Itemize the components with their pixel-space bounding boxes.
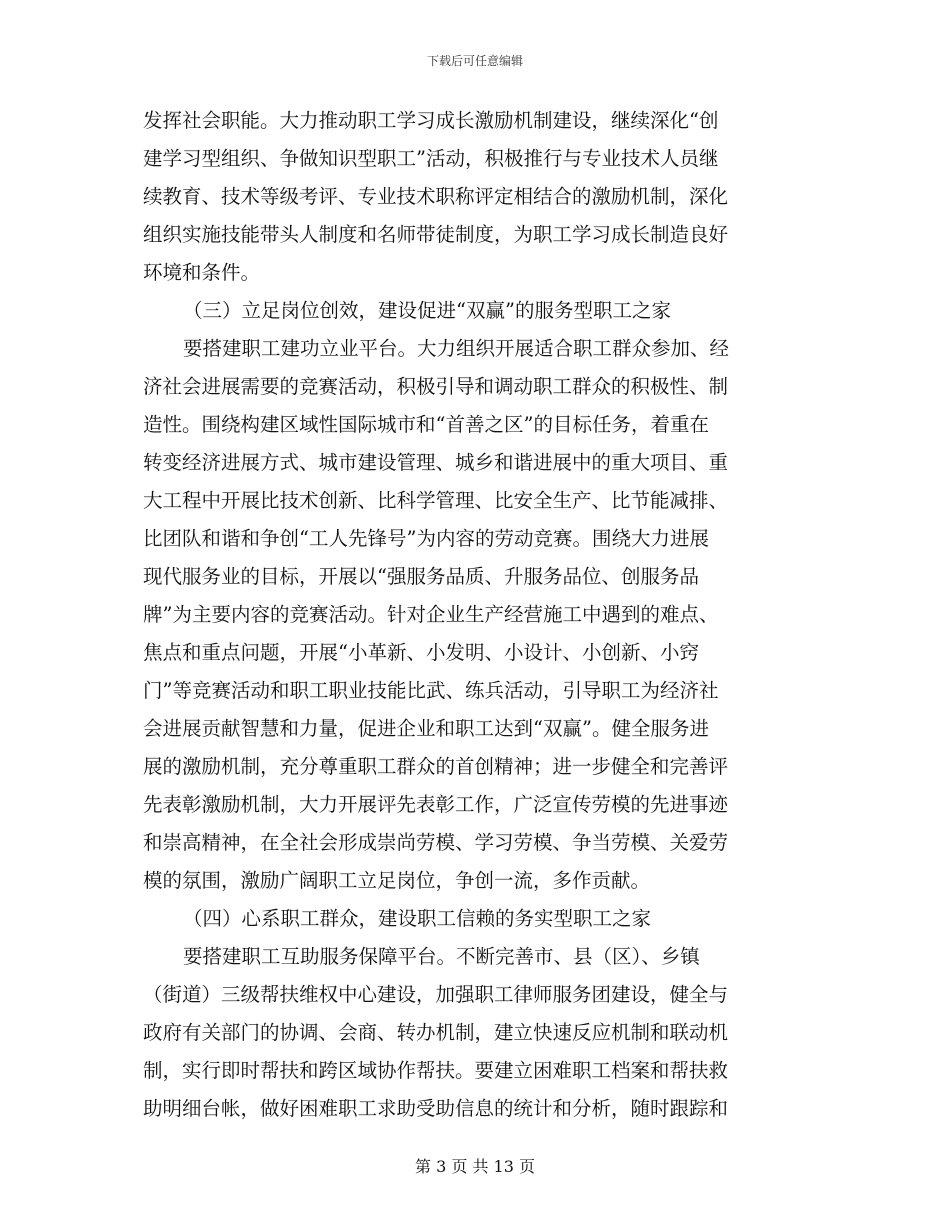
text-line: 展的激励机制，充分尊重职工群众的首创精神；进一步健全和完善评: [143, 755, 729, 778]
text-line: 牌”为主要内容的竞赛活动。针对企业生产经营施工中遇到的难点、: [143, 603, 719, 626]
text-line: 大工程中开展比技术创新、比科学管理、比安全生产、比节能减排、: [143, 489, 729, 512]
text-line: 比团队和谐和争创“工人先锋号”为内容的劳动竞赛。围绕大力进展: [143, 527, 709, 550]
text-line: 造性。围绕构建区域性国际城市和“首善之区”的目标任务，着重在: [143, 413, 709, 436]
section-heading-3: （三）立足岗位创效，建设促进“双赢”的服务型职工之家: [183, 299, 671, 322]
text-line: 会进展贡献智慧和力量，促进企业和职工达到“双赢”。健全服务进: [143, 717, 709, 740]
text-line: 焦点和重点问题，开展“小革新、小发明、小设计、小创新、小窍: [143, 641, 699, 664]
text-line: 政府有关部门的协调、会商、转办机制，建立快速反应机制和联动机: [143, 1021, 729, 1044]
text-line: 发挥社会职能。大力推动职工学习成长激励机制建设，继续深化“创: [143, 109, 719, 132]
text-line: 门”等竞赛活动和职工职业技能比武、练兵活动，引导职工为经济社: [143, 679, 719, 702]
text-line: 组织实施技能带头人制度和名师带徒制度，为职工学习成长制造良好: [143, 223, 729, 246]
section-heading-4: （四）心系职工群众，建设职工信赖的务实型职工之家: [183, 907, 652, 930]
text-line: 济社会进展需要的竞赛活动，积极引导和调动职工群众的积极性、制: [143, 375, 729, 398]
page-footer: 第 3 页 共 13 页: [415, 1157, 535, 1176]
text-line: 建学习型组织、争做知识型职工”活动，积极推行与专业技术人员继: [143, 147, 719, 170]
text-line: 先表彰激励机制，大力开展评先表彰工作，广泛宣传劳模的先进事迹: [143, 793, 729, 816]
text-line: 制，实行即时帮扶和跨区域协作帮扶。要建立困难职工档案和帮扶救: [143, 1059, 729, 1082]
text-line: 转变经济进展方式、城市建设管理、城乡和谐进展中的重大项目、重: [143, 451, 729, 474]
text-line: 模的氛围，激励广阔职工立足岗位，争创一流，多作贡献。: [143, 869, 651, 892]
text-line: （街道）三级帮扶维权中心建设，加强职工律师服务团建设，健全与: [143, 983, 729, 1006]
paragraph-start: 要搭建职工建功立业平台。大力组织开展适合职工群众参加、经: [183, 337, 730, 360]
text-line: 助明细台帐，做好困难职工求助受助信息的统计和分析，随时跟踪和: [143, 1097, 729, 1120]
text-line: 续教育、技术等级考评、专业技术职称评定相结合的激励机制，深化: [143, 185, 729, 208]
document-body: [143, 102, 823, 1128]
paragraph-start: 要搭建职工互助服务保障平台。不断完善市、县（区）、乡镇: [183, 945, 700, 968]
text-line: 现代服务业的目标，开展以“强服务品质、升服务品位、创服务品: [143, 565, 699, 588]
text-line: 和崇高精神，在全社会形成崇尚劳模、学习劳模、争当劳模、关爱劳: [143, 831, 729, 854]
page-header: 下载后可任意编辑: [426, 54, 523, 68]
text-line: 环境和条件。: [143, 261, 261, 284]
